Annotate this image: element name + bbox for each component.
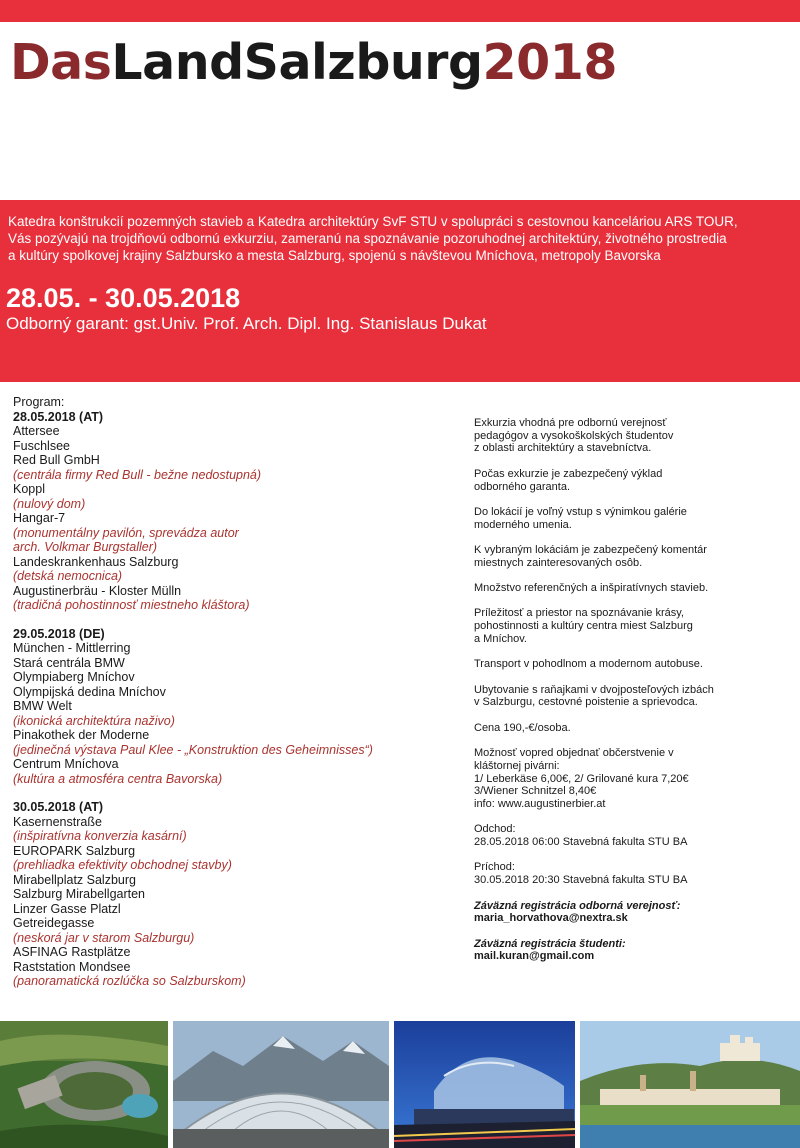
info-line: Ubytovanie s raňajkami v dvojposteľových izbách	[474, 683, 714, 696]
info-paragraph	[474, 544, 794, 569]
program-stop: Kasernenstraße	[13, 814, 102, 829]
info-line: miestnych zainteresovaných osôb.	[474, 556, 643, 569]
top-red-band	[0, 0, 800, 22]
program-note: (ikonická architektúra naživo)	[13, 713, 175, 728]
registration-public-label: Záväzná registrácia odborná verejnosť:	[474, 899, 681, 912]
info-line: a Mníchov.	[474, 632, 527, 645]
info-line: Exkurzia vhodná pre odbornú verejnosť	[474, 417, 667, 429]
program-stop: Hangar-7	[13, 511, 66, 525]
program-stop: BMW Welt	[13, 699, 72, 713]
program-note: (prehliadka efektivity obchodnej stavby)	[13, 858, 232, 872]
program-stop: Mirabellplatz Salzburg	[13, 872, 136, 887]
day-spacer	[13, 613, 453, 627]
info-line: Odchod:	[474, 823, 516, 836]
info-line: Počas exkurzie je zabezpečený výklad	[474, 467, 663, 480]
intro-banner	[0, 200, 800, 382]
photo-hangar-7	[173, 1021, 389, 1148]
program-note: (tradičná pohostinnosť miestneho kláštora)	[13, 598, 250, 612]
program-stop: München - Mittlerring	[13, 641, 131, 655]
program-day-heading: 29.05.2018 (DE)	[13, 626, 105, 641]
program-stop: Raststation Mondsee	[13, 959, 131, 974]
info-paragraph	[474, 722, 794, 735]
program-day-heading: 30.05.2018 (AT)	[13, 800, 104, 814]
title-year: 2018	[482, 34, 617, 91]
info-line: 30.05.2018 20:30 Stavebná fakulta STU BA	[474, 874, 688, 887]
info-line: Cena 190,-€/osoba.	[474, 721, 571, 734]
registration-students-label: Záväzná registrácia študenti:	[474, 937, 626, 950]
info-line: info: www.augustinerbier.at	[474, 797, 606, 810]
photo-hangar-7-image	[173, 1021, 389, 1148]
program-note: (detská nemocnica)	[13, 569, 123, 583]
program-stop: Getreidegasse	[13, 916, 95, 930]
info-line: moderného umenia.	[474, 518, 572, 531]
info-line: 3/Wiener Schnitzel 8,40€	[474, 785, 597, 798]
info-paragraph	[474, 658, 794, 671]
page-title	[10, 32, 617, 94]
info-paragraph	[474, 582, 794, 595]
event-dates: 28.05. - 30.05.2018	[6, 283, 241, 313]
program-note: (centrála firmy Red Bull - bežne nedostupná)	[13, 467, 262, 482]
photo-bmw-welt	[394, 1021, 575, 1148]
info-line: Príchod:	[474, 861, 515, 874]
photo-bmw-welt-image	[394, 1021, 575, 1148]
title-das: Das	[10, 34, 112, 91]
info-paragraph	[474, 823, 794, 848]
program-note: (jedinečná výstava Paul Klee - „Konstruktion des Geheimnisses“)	[13, 742, 373, 757]
program-note: (kultúra a atmosféra centra Bavorska)	[13, 771, 223, 786]
registration-students	[474, 938, 794, 963]
info-line: z oblasti architektúry a stavebníctva.	[474, 442, 652, 455]
program-stop: Stará centrála BMW	[13, 655, 125, 670]
program-stop: Landeskrankenhaus Salzburg	[13, 554, 179, 569]
intro-line: a kultúry spolkovej krajiny Salzbursko a mesta Salzburg, spojenú s návštevou Mníchova, metropoly Bavorska	[8, 248, 661, 263]
info-line: Do lokácií je voľný vstup s výnimkou galérie	[474, 505, 687, 518]
program-stop: Koppl	[13, 482, 45, 496]
program-stop: Olympijská dedina Mníchov	[13, 684, 166, 699]
intro-line: Vás pozývajú na trojdňovú odbornú exkurziu, zameranú na spoznávanie pozoruhodnej architektúry, životného prostredia	[8, 231, 727, 246]
program-stop: Fuschlsee	[13, 438, 70, 453]
registration-public-email[interactable]: maria_horvathova@nextra.sk	[474, 912, 628, 925]
program-stop: Red Bull GmbH	[13, 453, 100, 467]
title-land-salzburg: LandSalzburg	[111, 34, 483, 91]
program-stop: Linzer Gasse Platzl	[13, 901, 121, 916]
program-stop: Olympiaberg Mníchov	[13, 670, 135, 684]
info-paragraph	[474, 506, 794, 531]
info-line: kláštornej pivárni:	[474, 759, 560, 772]
program-note: (panoramatická rozlúčka so Salzburskom)	[13, 974, 246, 988]
info-paragraph	[474, 417, 794, 455]
info-paragraph	[474, 861, 794, 886]
program-stop: EUROPARK Salzburg	[13, 843, 136, 858]
program-stop: ASFINAG Rastplätze	[13, 945, 131, 959]
info-paragraph	[474, 468, 794, 493]
program-note: (inšpiratívna konverzia kasární)	[13, 829, 187, 843]
info-line: 1/ Leberkäse 6,00€, 2/ Grilované kura 7,20€	[474, 772, 689, 785]
info-line: v Salzburgu, cestovné poistenie a sprievodca.	[474, 696, 698, 709]
program-note: (monumentálny pavilón, sprevádza autor	[13, 525, 239, 540]
program-stop: Pinakothek der Moderne	[13, 728, 150, 742]
program-stop: Augustinerbräu - Kloster Mülln	[13, 583, 182, 598]
info-line: 28.05.2018 06:00 Stavebná fakulta STU BA	[474, 836, 688, 849]
program-note: (nulový dom)	[13, 496, 86, 511]
photo-red-bull-campus-image	[0, 1021, 168, 1148]
info-paragraph	[474, 747, 794, 811]
info-line: Transport v pohodlnom a modernom autobuse.	[474, 658, 703, 671]
photo-red-bull-campus	[0, 1021, 168, 1148]
registration-public	[474, 900, 794, 925]
program-column	[13, 395, 453, 989]
day-spacer	[13, 786, 453, 800]
info-paragraph	[474, 607, 794, 645]
photo-strip	[0, 1021, 800, 1148]
info-line: pedagógov a vysokoškolských študentov	[474, 429, 674, 442]
program-stop: Centrum Mníchova	[13, 757, 119, 771]
info-paragraph	[474, 684, 794, 709]
program-heading: Program:	[13, 395, 65, 409]
info-column	[474, 417, 794, 963]
program-stop: Attersee	[13, 424, 60, 438]
program-stop: Salzburg Mirabellgarten	[13, 887, 146, 901]
info-line: odborného garanta.	[474, 480, 571, 493]
info-line: K vybraným lokáciám je zabezpečený komentár	[474, 543, 707, 556]
program-note: (neskorá jar v starom Salzburgu)	[13, 930, 195, 945]
info-line: pohostinnosti a kultúry centra miest Salzburg	[474, 620, 693, 633]
program-note: arch. Volkmar Burgstaller)	[13, 540, 158, 554]
info-line: Príležitosť a priestor na spoznávanie krásy,	[474, 607, 684, 620]
program-day-heading: 28.05.2018 (AT)	[13, 409, 104, 424]
info-line: Možnosť vopred objednať občerstvenie v	[474, 747, 674, 760]
photo-salzburg-image	[580, 1021, 800, 1148]
banner-intro-text	[8, 213, 798, 264]
intro-line: Katedra konštrukcií pozemných stavieb a Katedra architektúry SvF STU v spolupráci s cestovnou kanceláriou ARS TOUR,	[8, 214, 738, 229]
info-line: Množstvo referenčných a inšpiratívnych stavieb.	[474, 582, 709, 595]
guarantor-line: Odborný garant: gst.Univ. Prof. Arch. Dipl. Ing. Stanislaus Dukat	[6, 314, 487, 333]
registration-students-email[interactable]: mail.kuran@gmail.com	[474, 950, 595, 963]
photo-salzburg-old-town	[580, 1021, 800, 1148]
